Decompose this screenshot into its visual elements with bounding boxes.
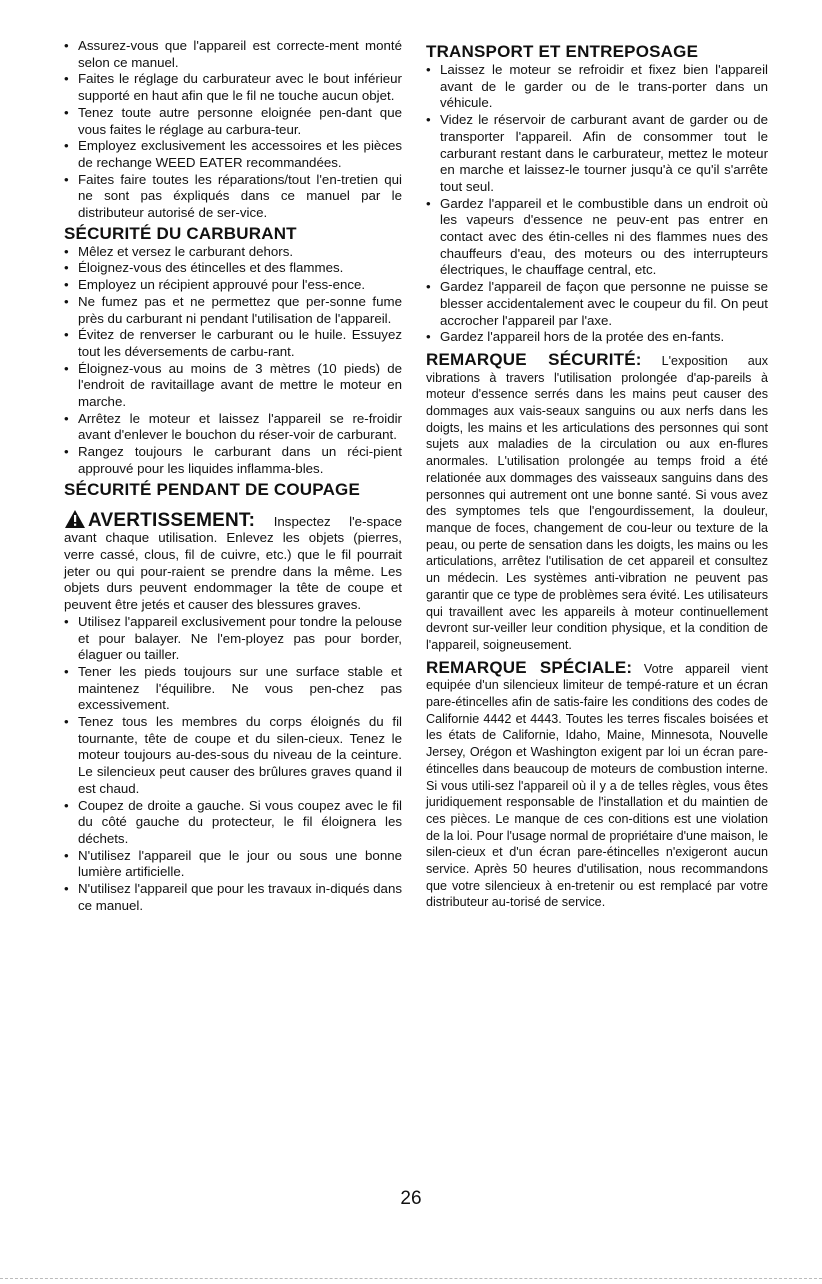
- list-item: • Gardez l'appareil et le combustible dans un endroit où les vapeurs d'essence ne peuv-ent pas entrer en contact avec des étin-celles ni des flammes nues des chauffeurs d'eau, des moteurs ou des interrupteurs électriques, le chauffage central, etc.: [426, 196, 768, 280]
- list-item: • Ne fumez pas et ne permettez que per-sonne fume près du carburant ni pendant l'utilisation de l'appareil.: [64, 294, 402, 327]
- page-number: 26: [400, 1188, 422, 1209]
- transport-storage-heading: TRANSPORT ET ENTREPOSAGE: [426, 42, 699, 61]
- warning-paragraph: [64, 509, 402, 614]
- safety-note-title: REMARQUE SÉCURITÉ:: [426, 349, 642, 369]
- list-item: • Gardez l'appareil hors de la protée des en-fants.: [426, 329, 768, 346]
- right-column: [426, 38, 768, 911]
- list-item: • Rangez toujours le carburant dans un réci-pient approuvé pour les liquides inflamma-bles.: [64, 444, 402, 477]
- intro-list: [64, 38, 402, 222]
- list-item: • Laissez le moteur se refroidir et fixez bien l'appareil avant de le garder ou de le trans-porter dans un véhicule.: [426, 62, 768, 112]
- list-item: • Employez exclusivement les accessoires et les pièces de rechange WEED EATER recommandées.: [64, 138, 402, 171]
- list-item: • Coupez de droite a gauche. Si vous coupez avec le fil du côté gauche du protecteur, le fil éloignera les déchets.: [64, 798, 402, 848]
- list-item: • Mêlez et versez le carburant dehors.: [64, 244, 402, 261]
- special-note-title: REMARQUE SPÉCIALE:: [426, 657, 633, 677]
- list-item: • Faites le réglage du carburateur avec le bout inférieur supporté en haut afin que le fil ne touche aucun objet.: [64, 71, 402, 104]
- bottom-divider: [0, 1278, 822, 1279]
- safety-note-text: L'exposition aux vibrations à travers l'utilisation prolongée d'ap-pareils à moteur d'essence serrés dans les mains peut causer des dommages aux vais-seaux sanguins ou aux nerfs dans les doigts, les mains et les articulations des personnes qui sont sujets aux maladies de la circulation ou aux en-flures anormales. L'utilisation prolongée au temps froid a été relationée aux dommages des vaisseaux sanguins dans des personnes qui autrement ont une bonne santé. Si vous avez des symptomes tels que l'engourdissement, la douleur, manque de foces, changement de cou-leur ou texture de la peau, ou perte de sensation dans les doigts, les mains ou les articulations, arrêtez l'utilisation de cet appareil et consultez un médecin. Les systèmes anti-vibration ne peuvent pas garantir que ce type de problèmes sera évité. Les utilisateurs qui travaillent avec les appareils à moteur continuellement devront sur-veiller leur condition physique, et la condition de l'appareil, soigneusement.: [426, 353, 769, 652]
- cutting-safety-heading: SÉCURITÉ PENDANT DE COUPAGE: [64, 479, 361, 499]
- safety-note-paragraph: [426, 349, 769, 654]
- list-item: • Éloignez-vous au moins de 3 mètres (10 pieds) de l'endroit de ravitaillage avant de mettre le moteur en marche.: [64, 361, 402, 411]
- fuel-safety-list: [64, 244, 402, 478]
- transport-storage-list: [426, 62, 768, 346]
- warning-triangle-icon: [64, 509, 86, 529]
- list-item: • N'utilisez l'appareil que le jour ou sous une bonne lumière artificielle.: [64, 848, 402, 881]
- list-item: • Éloignez-vous des étincelles et des flammes.: [64, 260, 402, 277]
- list-item: • Évitez de renverser le carburant ou le huile. Essuyez tout les déversements de carbu-rant.: [64, 327, 402, 360]
- cutting-safety-list: [64, 614, 402, 915]
- list-item: • Utilisez l'appareil exclusivement pour tondre la pelouse et pour balayer. Ne l'em-ployez pas pour border, élaguer ou tailler.: [64, 614, 402, 664]
- left-column: [64, 38, 402, 914]
- list-item: • N'utilisez l'appareil que pour les travaux in-diqués dans ce manuel.: [64, 881, 402, 914]
- list-item: • Tener les pieds toujours sur une surface stable et maintenez l'équilibre. Ne vous pen-chez pas excessivement.: [64, 664, 402, 714]
- fuel-safety-heading: SÉCURITÉ DU CARBURANT: [64, 223, 297, 243]
- list-item: • Arrêtez le moteur et laissez l'appareil se re-froidir avant d'enlever le bouchon du réser-voir de carburant.: [64, 411, 402, 444]
- warning-title: AVERTISSEMENT:: [88, 509, 256, 531]
- warning-text: Inspectez l'e-space avant chaque utilisation. Enlevez les objets (pierres, verre cassé, clous, fil de cuivre, etc.) que le fil pourrait jeter ou qui pour-raient se prendre dans la même. Les objets durs peuvent endommager la tête de coupe et peuvent être jetés et causer des blessures graves.: [64, 513, 402, 613]
- list-item: • Gardez l'appareil de façon que personne ne puisse se blesser accidentalement avec le coupeur du fil. On peut accrocher l'appareil par l'axe.: [426, 279, 768, 329]
- list-item: • Videz le réservoir de carburant avant de garder ou de transporter l'appareil. Afin de consommer tout le carburant restant dans le carburateur, mettez le moteur en marche et laissez-le tourner jusqu'à ce qu'il s'arrête tout seul.: [426, 112, 768, 196]
- list-item: • Tenez toute autre personne eloignée pen-dant que vous faites le réglage au carbura-teur.: [64, 105, 402, 138]
- special-note-paragraph: [426, 657, 768, 912]
- list-item: • Assurez-vous que l'appareil est correcte-ment monté selon ce manuel.: [64, 38, 402, 71]
- list-item: • Tenez tous les membres du corps éloignés du fil tournante, tête de coupe et du silen-cieux. Tenez le moteur toujours au-des-sous du niveau de la ceinture. Le silencieux peut causer des brûlures graves quand il est chaud.: [64, 714, 402, 798]
- special-note-text: Votre appareil vient equipée d'un silencieux limiteur de tempé-rature et un écran pare-étincelles afin de satis-faire les conditions des codes de Californie 4442 et 4443. Toutes les terres fiscales boisées et les états de Californie, Idaho, Maine, Minnesota, Nouvelle Jersey, Orégon et Washington exigent par loi un écran pare-étincelles dans beaucoup de moteurs de combustion interne. Si vous utili-sez l'appareil où il y a de telles règles, vous êtes juridiquement responsable de l'installation et du maintien de ces pièces. Le manque de ces con-ditions est une violation de la loi. Pour l'usage normal de propriétaire d'une maison, le silen-cieux et d'un écran pare-étincelles n'exigeront aucun service. Après 50 heures d'utilisation, nous recommandons que votre silencieux à en-tretenir ou est remplacé par votre distributeur au-torisé de service.: [426, 661, 768, 910]
- list-item: • Faites faire toutes les réparations/tout l'en-tretien qui ne sont pas éxpliqués dans ce manuel par le distributeur autorisé de ser-vice.: [64, 172, 402, 222]
- list-item: • Employez un récipient approuvé pour l'ess-ence.: [64, 277, 402, 294]
